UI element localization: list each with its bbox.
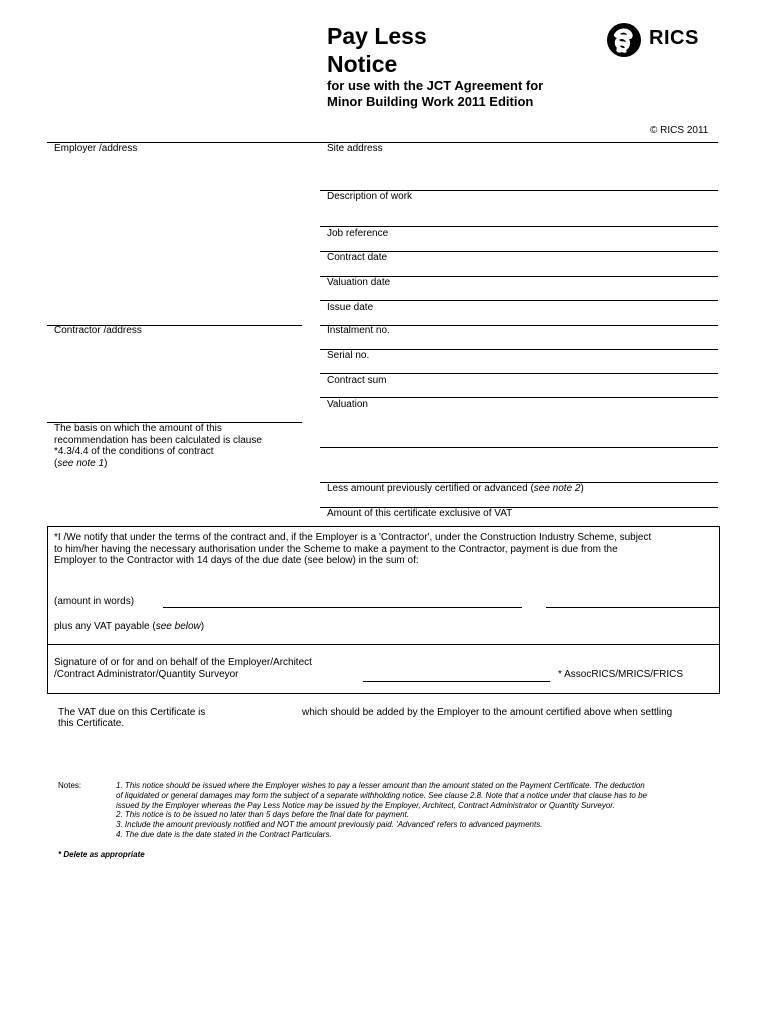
basis-line-1: The basis on which the amount of this bbox=[54, 423, 222, 434]
title-line-1: Pay Less bbox=[327, 23, 427, 49]
amount-in-words-label: (amount in words) bbox=[54, 596, 135, 607]
note-line-6: 4. The due date is the date stated in the Contract Particulars. bbox=[116, 829, 332, 839]
vat-certificate-text: this Certificate. bbox=[58, 718, 125, 729]
basis-note: see note 1 bbox=[57, 457, 105, 469]
serial-no-label: Serial no. bbox=[327, 350, 370, 361]
qualifications-label: * AssocRICS/MRICS/FRICS bbox=[558, 669, 684, 680]
signature-field[interactable] bbox=[363, 681, 550, 682]
note-line-3: issued by the Employer whereas the Pay Less Notice may be issued by the Employer, Architect, Contract Administrator or Quantity Surveyor. bbox=[116, 800, 615, 810]
contract-sum-label: Contract sum bbox=[327, 375, 387, 386]
less-amount-note: see note 2 bbox=[533, 483, 581, 494]
subtitle-line-1: for use with the JCT Agreement for bbox=[327, 78, 544, 93]
valuation-date-rule bbox=[320, 300, 718, 301]
rics-logo bbox=[605, 21, 717, 59]
basis-text bbox=[54, 423, 304, 469]
site-address-label: Site address bbox=[327, 143, 383, 154]
contract-sum-rule bbox=[320, 397, 718, 398]
description-of-work-label: Description of work bbox=[327, 191, 413, 202]
instalment-rule bbox=[320, 349, 718, 350]
basis-line-2: recommendation has been calculated is clause bbox=[54, 434, 262, 446]
signature-line-2: /Contract Administrator/Quantity Surveyor bbox=[54, 669, 239, 680]
vat-payable-note: see below bbox=[155, 621, 201, 632]
note-line-5: 3. Include the amount previously notified and NOT the amount previously paid. 'Advanced' refers to advanced payments. bbox=[116, 820, 543, 830]
note-line-2: of liquidated or general damages may form the subject of a separate withholding notice. See clause 2.8. Note that a notice under that clause has to be bbox=[116, 790, 647, 800]
notification-line-2: to him/her having the necessary authorisation under the Scheme to make a payment to the Contractor, payment is due from the bbox=[54, 543, 618, 555]
delete-note: * Delete as appropriate bbox=[58, 850, 145, 859]
amount-excl-vat-label: Amount of this certificate exclusive of VAT bbox=[327, 508, 513, 519]
title-line-2: Notice bbox=[327, 51, 398, 77]
employer-address-label: Employer /address bbox=[54, 143, 138, 154]
subtitle-line-2: Minor Building Work 2011 Edition bbox=[327, 94, 534, 109]
vat-added-text: which should be added by the Employer to the amount certified above when settling bbox=[302, 707, 673, 718]
logo-text: RICS bbox=[649, 27, 699, 49]
lion-emblem-icon bbox=[605, 21, 643, 59]
amount-in-words-field[interactable] bbox=[163, 607, 522, 608]
job-reference-label: Job reference bbox=[327, 228, 389, 239]
valuation-rule bbox=[320, 447, 718, 448]
serial-rule bbox=[320, 373, 718, 374]
basis-line-3: *4.3/4.4 of the conditions of contract bbox=[54, 446, 214, 457]
description-rule bbox=[320, 226, 718, 227]
signature-line-1: Signature of or for and on behalf of the Employer/Architect bbox=[54, 657, 312, 668]
copyright: © RICS 2011 bbox=[650, 125, 709, 136]
valuation-date-label: Valuation date bbox=[327, 277, 391, 288]
vat-payable-label: plus any VAT payable (see below) bbox=[54, 621, 205, 632]
note-line-1: 1. This notice should be issued where the Employer wishes to pay a lesser amount than the amount stated on the Payment Certificate. The deduction bbox=[116, 781, 645, 790]
contract-date-label: Contract date bbox=[327, 252, 388, 263]
basis-note-line: (see note 1) bbox=[54, 457, 108, 469]
note-line-4: 2. This notice is to be issued no later than 5 days before the final date for payment. bbox=[116, 810, 410, 820]
amount-figure-field[interactable] bbox=[546, 607, 719, 608]
notification-line-1: *I /We notify that under the terms of the contract and, if the Employer is a 'Contractor', under the Construction Industry Scheme, subject bbox=[54, 532, 652, 543]
contractor-address-label: Contractor /address bbox=[54, 325, 142, 336]
vat-due-label: The VAT due on this Certificate is bbox=[58, 707, 206, 718]
notes-label: Notes: bbox=[58, 781, 82, 790]
valuation-label: Valuation bbox=[327, 399, 368, 410]
notes-list bbox=[116, 781, 720, 840]
notification-box-divider bbox=[47, 644, 720, 645]
notification-line-3: Employer to the Contractor with 14 days of the due date (see below) in the sum of: bbox=[54, 555, 419, 566]
issue-date-label: Issue date bbox=[327, 302, 374, 313]
notification-text bbox=[54, 532, 716, 567]
less-amount-label: Less amount previously certified or advanced (see note 2) bbox=[327, 483, 584, 494]
instalment-no-label: Instalment no. bbox=[327, 325, 390, 336]
